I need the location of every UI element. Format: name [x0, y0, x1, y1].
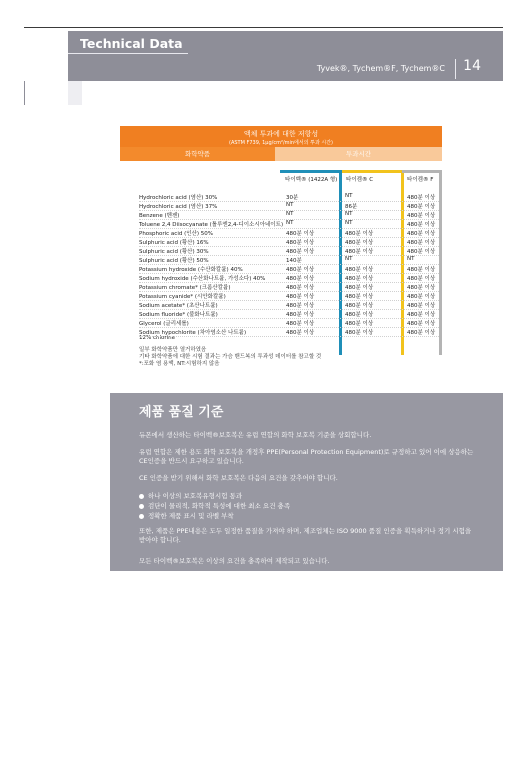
- chemical-name: Potassium cyanide* (시안화칼륨): [139, 294, 226, 300]
- chemical-name: Sodium hydroxide (수산화나트륨, 가성소다) 40%: [139, 276, 266, 282]
- bullet-item: [139, 501, 290, 510]
- breakthrough-time: 480분 이상: [286, 240, 315, 246]
- paragraph: 또한, 제품은 PPE내용은 도두 일정한 품질을 가져야 하며, 제조업체는 ISO 9000 품질 인증을 획득하거나 정기 시험을 받아야 합니다.: [139, 527, 472, 544]
- breakthrough-time: NT: [345, 256, 353, 262]
- breakthrough-time: 480분 이상: [407, 213, 436, 219]
- product-names: Tyvek®, Tychem®F, Tychem®C: [316, 64, 445, 73]
- chemical-name: Benzene (벤젠): [139, 213, 180, 219]
- header-divider: [455, 59, 456, 79]
- paragraph: CE 인증을 받기 위해서 화학 보호복은 다음의 요건을 갖추어야 합니다.: [139, 474, 338, 482]
- breakthrough-time: 480분 이상: [345, 231, 374, 237]
- product-header-tychem-f: 타이켐® F: [407, 177, 434, 183]
- title-underline: [68, 53, 188, 54]
- quality-standards-section: [110, 393, 503, 571]
- breakthrough-time: 480분 이상: [286, 285, 315, 291]
- breakthrough-time: 480분 이상: [407, 222, 436, 228]
- page-title: Technical Data: [80, 36, 183, 51]
- chemical-name: Hydrochloric acid (염산) 30%: [139, 195, 218, 201]
- bullet-text: 하나 이상의 보호복유형시험 통과: [148, 492, 243, 500]
- breakthrough-time: 140분: [286, 258, 302, 264]
- permeation-table: [120, 126, 442, 355]
- column-chemical: 화학약품: [120, 147, 275, 161]
- breakthrough-time: 480분 이상: [345, 240, 374, 246]
- breakthrough-time: 480분 이상: [286, 312, 315, 318]
- top-rule: [24, 27, 503, 28]
- breakthrough-time: 480분 이상: [407, 204, 436, 210]
- breakthrough-time: 480분 이상: [286, 303, 315, 309]
- product-header-tyvek: 타이벡® (1422A 형): [285, 177, 338, 183]
- breakthrough-time: 480분 이상: [345, 321, 374, 327]
- header-bar: [68, 31, 503, 81]
- breakthrough-time: NT: [345, 220, 353, 226]
- chemical-name: Sulphuric acid (황산) 16%: [139, 240, 209, 246]
- breakthrough-time: 480분 이상: [407, 312, 436, 318]
- table-body: [120, 161, 442, 355]
- page-number: 14: [463, 58, 481, 74]
- row-divider: [139, 336, 439, 337]
- product-header-tychem-c: 타이켐® C: [346, 177, 374, 183]
- breakthrough-time: NT: [345, 193, 353, 199]
- breakthrough-time: 480분 이상: [407, 303, 436, 309]
- breakthrough-time: 480분 이상: [407, 231, 436, 237]
- breakthrough-time: 480분 이상: [345, 267, 374, 273]
- table-notes: [139, 347, 321, 368]
- column-time: 투과시간: [275, 147, 442, 161]
- breakthrough-time: 480분 이상: [407, 249, 436, 255]
- chemical-name: Phosphoric acid (인산) 50%: [139, 231, 213, 237]
- breakthrough-time: NT: [286, 211, 294, 217]
- chemical-name: Glycerol (글리세롤): [139, 321, 189, 327]
- chemical-name: Sodium acetate* (초산나트륨): [139, 303, 218, 309]
- breakthrough-time: 480분 이상: [345, 303, 374, 309]
- table-subtitle: (ASTM F739, 1µg/cm²/min에서의 투과 시간): [229, 140, 333, 146]
- breakthrough-time: 480분 이상: [286, 249, 315, 255]
- breakthrough-time: 480분 이상: [286, 321, 315, 327]
- breakthrough-time: 480분 이상: [407, 330, 436, 336]
- chemical-name: Potassium chromate* (크롬산칼륨): [139, 285, 231, 291]
- breakthrough-time: 480분 이상: [407, 240, 436, 246]
- bullet-item: [139, 491, 242, 500]
- note-line: 기타 화학약품에 대한 시험 결과는 가슴 밴드복의 투과성 데이터를 참고할 것: [139, 354, 322, 360]
- chemical-name: Sulphuric acid (황산) 30%: [139, 249, 209, 255]
- paragraph: 듀폰에서 생산하는 타이벡®보호복은 유럽 연합의 화학 보호복 기준을 상회합니다.: [139, 431, 372, 439]
- paragraph: 유럽 연합은 제한 용도 화학 보호복을 개정후 PPE(Personal Protection Equipment)로 규정하고 있어 이에 상응하는 CE인증을 반드시 요구하고 있습니다.: [139, 448, 474, 465]
- breakthrough-time: 480분 이상: [286, 294, 315, 300]
- left-rule: [24, 81, 25, 105]
- breakthrough-time: NT: [286, 220, 294, 226]
- chemical-name: Toluene 2,4 Diisocyanate (톨루엔2,4-디이소시아네이트): [139, 222, 284, 228]
- breakthrough-time: 480분 이상: [407, 294, 436, 300]
- chemical-name-line2: 12% chlorine: [139, 335, 176, 341]
- breakthrough-time: 480분 이상: [345, 285, 374, 291]
- breakthrough-time: 86분: [345, 204, 358, 210]
- breakthrough-time: 480분 이상: [407, 285, 436, 291]
- breakthrough-time: NT: [286, 202, 294, 208]
- breakthrough-time: 480분 이상: [407, 267, 436, 273]
- breakthrough-time: 480분 이상: [286, 276, 315, 282]
- chemical-name: Sodium hypochlorite (차아염소산 나트륨): [139, 330, 247, 336]
- table-title: 액체 투과에 대한 저항성: [243, 130, 319, 138]
- breakthrough-time: NT: [407, 256, 415, 262]
- bullet-text: 정확한 제품 표시 및 라벨 부착: [148, 512, 234, 520]
- chemical-name: Potassium hydroxide (수산화칼륨) 40%: [139, 267, 243, 273]
- breakthrough-time: 480분 이상: [286, 231, 315, 237]
- chemical-name: Sulphuric acid (황산) 50%: [139, 258, 209, 264]
- note-line: 일부 화학약품만 열거하였음: [139, 347, 207, 353]
- breakthrough-time: 480분 이상: [345, 330, 374, 336]
- breakthrough-time: 480분 이상: [286, 267, 315, 273]
- note-line: *:포화 염 용액, NT:시험하지 않음: [139, 361, 220, 367]
- breakthrough-time: 480분 이상: [345, 312, 374, 318]
- breakthrough-time: 480분 이상: [345, 276, 374, 282]
- breakthrough-time: 480분 이상: [407, 321, 436, 327]
- chemical-name: Sodium fluoride* (불화나트륨): [139, 312, 218, 318]
- breakthrough-time: 480분 이상: [345, 249, 374, 255]
- breakthrough-time: 30분: [286, 195, 299, 201]
- table-header: [120, 126, 442, 147]
- chemical-name: Hydrochloric acid (염산) 37%: [139, 204, 218, 210]
- breakthrough-time: 480분 이상: [345, 294, 374, 300]
- bullet-text: 검단이 물리적, 화학적 특성에 대한 최소 요건 충족: [148, 502, 291, 510]
- bullet-icon: [139, 504, 144, 509]
- paragraph: 모든 타이벡®보호복은 이상의 요건을 충족하여 제작되고 있습니다.: [139, 557, 330, 565]
- sidebar-strip: [68, 81, 82, 105]
- breakthrough-time: 480분 이상: [407, 195, 436, 201]
- bullet-icon: [139, 514, 144, 519]
- breakthrough-time: NT: [345, 211, 353, 217]
- bullet-item: [139, 511, 234, 520]
- section-title: 제품 품질 기준: [139, 405, 224, 420]
- bullet-icon: [139, 494, 144, 499]
- table-column-headers: [120, 147, 442, 161]
- breakthrough-time: 480분 이상: [286, 330, 315, 336]
- breakthrough-time: 480분 이상: [407, 276, 436, 282]
